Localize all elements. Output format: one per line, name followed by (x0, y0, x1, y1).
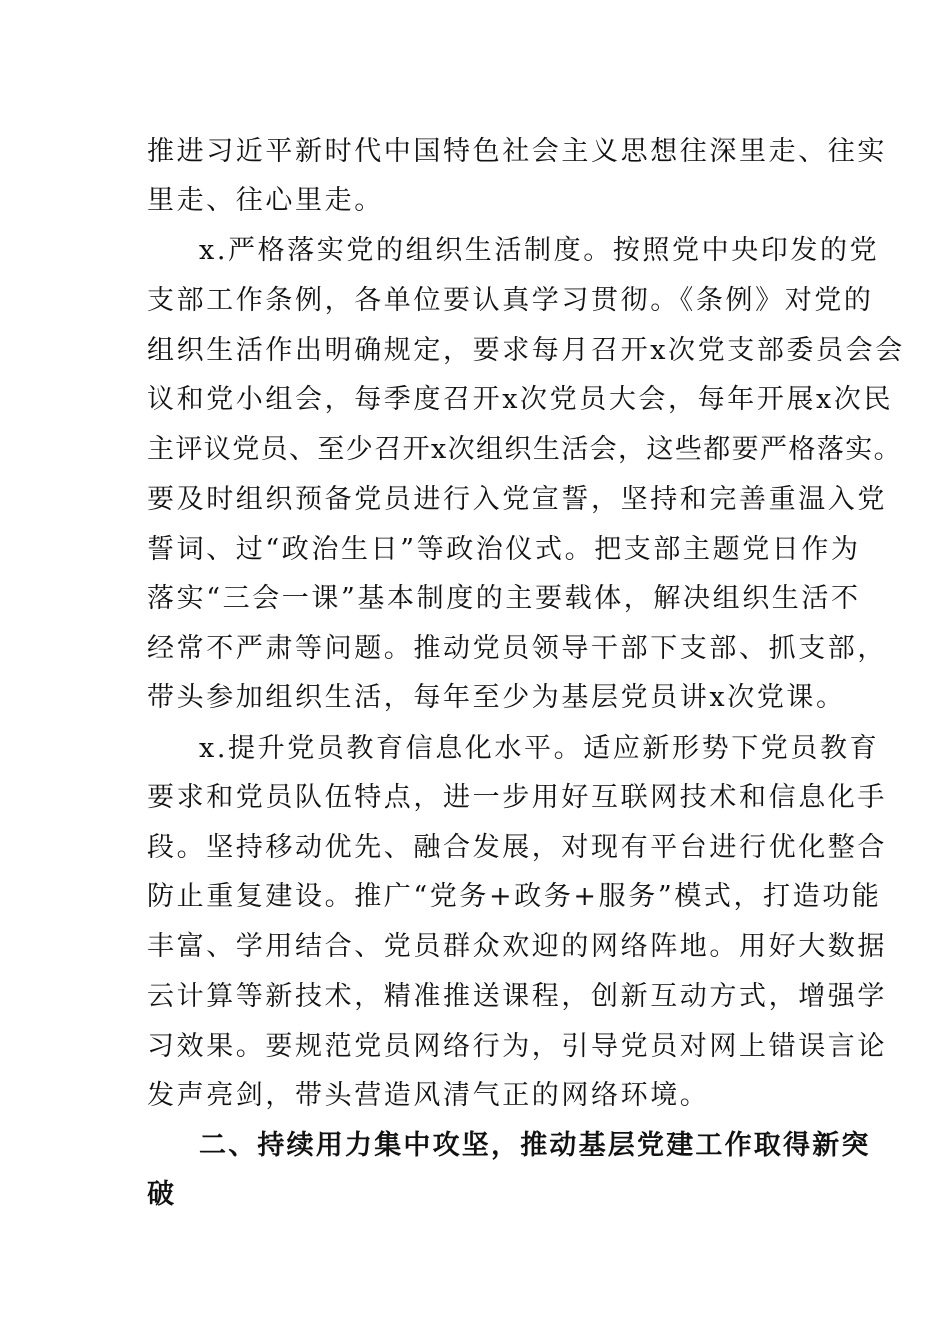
body-text-line: 落实“三会一课”基本制度的主要载体，解决组织生活不 (147, 583, 861, 614)
body-text-line: 云计算等新技术，精准推送课程，创新互动方式，增强学 (147, 981, 887, 1012)
body-text-line: 防止重复建设。推广“党务+政务+服务”模式，打造功能 (147, 881, 882, 912)
body-text-line: 段。坚持移动优先、融合发展，对现有平台进行优化整合 (147, 832, 887, 863)
paragraph-first-line: x.提升党员教育信息化水平。适应新形势下党员教育 (199, 733, 880, 764)
body-text-line: 丰富、学用结合、党员群众欢迎的网络阵地。用好大数据 (147, 931, 887, 962)
body-text-line: 里走、往心里走。 (147, 185, 384, 216)
body-text-line: 习效果。要规范党员网络行为，引导党员对网上错误言论 (147, 1031, 887, 1062)
body-text-line: 誓词、过“政治生日”等政治仪式。把支部主题党日作为 (147, 534, 861, 565)
body-text-line: 要求和党员队伍特点，进一步用好互联网技术和信息化手 (147, 782, 887, 813)
body-text-line: 要及时组织预备党员进行入党宣誓，坚持和完善重温入党 (147, 484, 887, 515)
section-heading: 二、持续用力集中攻坚，推动基层党建工作取得新突 (199, 1130, 871, 1161)
body-text-line: 推进习近平新时代中国特色社会主义思想往深里走、往实 (147, 136, 887, 167)
body-text-line: 主评议党员、至少召开x次组织生活会，这些都要严格落实。 (147, 434, 903, 465)
body-text-line: 带头参加组织生活，每年至少为基层党员讲x次党课。 (147, 682, 846, 713)
paragraph-first-line: x.严格落实党的组织生活制度。按照党中央印发的党 (199, 235, 880, 266)
body-text-line: 支部工作条例，各单位要认真学习贯彻。《条例》对党的 (147, 285, 874, 316)
body-text-line: 发声亮剑，带头营造风清气正的网络环境。 (147, 1080, 710, 1111)
body-text-line: 议和党小组会，每季度召开x次党员大会，每年开展x次民 (147, 384, 894, 415)
section-heading-continuation: 破 (147, 1179, 177, 1210)
body-text-line: 经常不严肃等问题。推动党员领导干部下支部、抓支部， (147, 633, 887, 664)
body-text-line: 组织生活作出明确规定，要求每月召开x次党支部委员会会 (147, 335, 905, 366)
